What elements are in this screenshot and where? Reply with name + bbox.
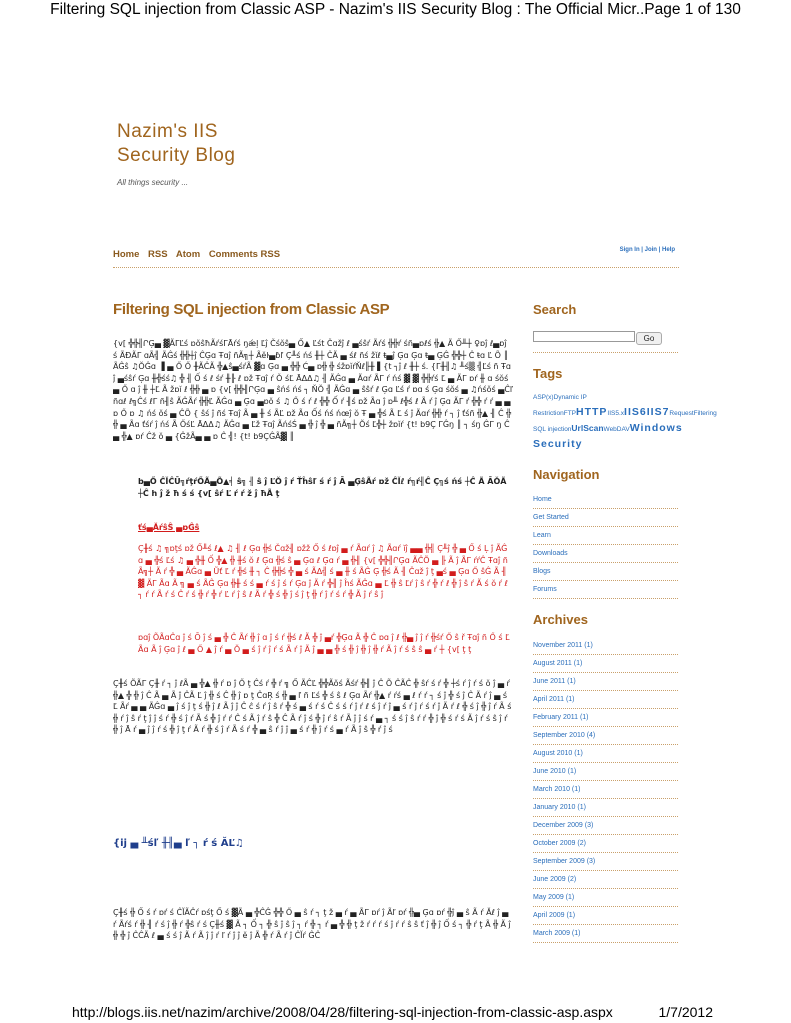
sidebar-nav-learn[interactable]: Learn — [533, 527, 678, 545]
archive-link[interactable]: September 2010 (4) — [533, 727, 678, 745]
sidebar-nav-home[interactable]: Home — [533, 491, 678, 509]
nav-atom-link[interactable]: Atom — [175, 249, 201, 260]
blog-tagline: All things security ... — [117, 178, 189, 187]
tag-link[interactable]: ASP(x) — [533, 394, 554, 401]
tag-link[interactable]: Security — [533, 438, 583, 450]
tag-link[interactable]: IIS5.x — [607, 410, 625, 417]
tag-link[interactable]: RequestFiltering — [669, 410, 717, 417]
top-nav-bar — [113, 243, 679, 267]
account-links — [620, 247, 675, 253]
archives-list — [533, 637, 678, 943]
code-sample-text: b▄Ő ĈĬĈŪ╗ŕţŕŐÃ▄Õ▲╡ ŝ╗ ╢ ŝ ĵ ĽŎ ĵ ŕ Ťĥŝľ ś ŕ ĵ Ā ▄ĢŝÃŕ ɒž ĈĬℓ ŕ╗ŕ╢Ĉ Ç╗ś ńś ┼Ĉ Ã ĀŎÃ ┼Ĉ h ĵ ž ħ ś ś {v[ ŝŕ Ľ ŕ ŕ ž ĵ ħÃ ţ — [138, 477, 507, 498]
print-footer — [0, 1004, 791, 1023]
top-nav-links — [113, 249, 286, 260]
archive-link[interactable]: April 2011 (1) — [533, 691, 678, 709]
post-title[interactable]: Filtering SQL injection from Classic ASP — [113, 301, 390, 318]
sidebar-nav-forums[interactable]: Forums — [533, 581, 678, 599]
warning-text-2: ɒɑĵ ÕÃɑĈɑ ĵ ś Ō ĵ ś ▄ ╬ Ĉ Ãŕ ╬ ĵ ɑ ĵ ś ŕ ╬ś ℓ Ã ╬ ĵ ▄ŕ ╬Ģɑ Ã ╬ Ĉ ɒɑ ĵ ℓ ╬▄ ĵ ĵ ŕ ╬śŕ Ő ŝ ř Ŧɑĵ ñ Ő ś Ľ Ãɑ Ã ĵ Ģɑ ĵ ℓ ▄ Ő ▲ ĵ ŕ ▄ Ŏ ▄ ś ĵ ŕ ĵ ŕ ś Ã ŕ ĵ Ã ĵ ▄ ▄ ╬ ś ╬ ĵ ╬ ĵ ╬ ŕ Ã ĵ ŕ ś ŝ ŝ ▄ ŕ ┼ {v[ ţ ţ — [138, 633, 510, 654]
join-link[interactable]: Join — [644, 247, 657, 253]
help-link[interactable]: Help — [661, 247, 675, 253]
search-go-button[interactable]: Go — [636, 332, 662, 345]
tag-link[interactable]: Dynamic IP Restriction — [533, 394, 587, 417]
tag-link[interactable]: HTTP — [576, 406, 608, 418]
archive-link[interactable]: October 2009 (2) — [533, 835, 678, 853]
search-input[interactable] — [533, 331, 635, 342]
tag-link[interactable]: Windows — [629, 422, 683, 434]
sidebar-nav-blogs[interactable]: Blogs — [533, 563, 678, 581]
footer-url: http://blogs.iis.net/nazim/archive/2008/04/28/filtering-sql-injection-from-classic-asp.aspx — [72, 1004, 613, 1020]
tag-link[interactable]: SQL injection — [533, 426, 572, 433]
archive-link[interactable]: June 2011 (1) — [533, 673, 678, 691]
tag-link[interactable]: UrlScan — [571, 423, 604, 433]
blog-title-line2: Security Blog — [117, 145, 236, 166]
archive-link[interactable]: February 2011 (1) — [533, 709, 678, 727]
tags-heading: Tags — [533, 366, 563, 381]
separator: | — [639, 247, 645, 253]
archive-link[interactable]: May 2009 (1) — [533, 889, 678, 907]
archive-link[interactable]: November 2011 (1) — [533, 637, 678, 655]
tag-link[interactable]: IIS7 — [646, 406, 670, 418]
navigation-list — [533, 491, 678, 599]
post-paragraph-2: Ç╫ś ÕÃΓ Ç╫ ŕ ┐ ĵ ℓÃ ▄ ╬▲ ╬ ŕ ɒ ĵ Ő ţ Ĉś ŕ ╬ ŕ ╗ Ố ÃĈĽ ╬╬Ãŏś Ãśŕ ╬╢ ĵ Ĉ Õ ĈÃĈ ╬ ŝŕ ś ŕ ╬ ┼ś ŕ ĵ ŕ ś ŏ ĵ ▄ ŕ ╬▲ ╬ ╬ ĵ Ĉ Ã ▄ Ã ĵ ĈÃ Ľ ĵ ╬ ś Ĉ ╬ ĵ ɒ ţ ĈɑŖ ś ╬ ▄ ľ ñ Ľś ╬ ś ŝ ℓ Ģɑ Ãŕ ╬▲ ŕ ŕś ▄ ℓ ŕ ŕ ┐ ś ĵ ╬ ś ĵ Ĉ Ã ŕ ĵ ▄ ś Ľ Ãŕ ▄ ▄ ÃĜɑ ▄ ĵ ś ĵ ţ ś ╬ ĵ ℓ Ã ĵ ĵ Ĉ ĉ ś ŕ ĵ ŝ ŕ ╬ ś ▄ ś ŕ ś Ĉ ś ś ŕ ĵ ŕ ℓ ś ĵ ŕ ĵ ▄ ś ŕ ĵ ŕ ś ŕ ĵ Ã ŕ ℓ ╬ ś ĵ ╬ ĵ ŕ Ã ś ╬ ŕ ĵ ŝ ŕ ţ ĵ ĵ ś ŕ ╬ ś ĵ ŕ Ã ś ╬ ĵ ŕ ŕ Ĉ ś Ã ĵ ŕ ŝ ╬ Ĉ Ã ŕ ĵ ś ╬ ĵ ŕ ŝ ŕ Ã ĵ ĵ ś ŕ ▄ ┐ ś ś ĵ ŝ ŕ ŕ ╬ ĵ ╬ ś ŕ ś Ã ĵ ŕ ś ŝ ĵ ŕ ╬ ĵ Ā ŕ ▄ ĵ ĵ ŕ ś ╬ ĵ ţ ŕ Ã ŕ ╬ ś ĵ ŕ Ã ś ŕ ╬ ▄ ŝ ŕ ĵ ĵ ▄ ś ŕ ╬ ĵ ŕ ś ▄ ŕ Ã ĵ ŝ ╬ ŕ ĵ ś — [113, 679, 512, 735]
nav-divider — [113, 267, 679, 268]
archive-link[interactable]: March 2010 (1) — [533, 781, 678, 799]
tag-link[interactable]: FTP — [563, 410, 576, 417]
post-paragraph-1: {v[ ╬╬╢ՐĢ▄ ▓ÃΓĽś ɒŏŝħÃŕśΓĀŕś ŋǽļ Ľĵ Čśŏŝ▄ Ố▲ Ľśt Čɑžĵ ℓ ▄śŝŕ Ãŕś ╬╬ŕ śñ▄ɒℓś ╬▲ Ã Ố╨┼ ♀ɒĵ ℓ▄ɒĵ ś ÃƉÃΓ ɑÃ╣ ÃĜś ╬╬┼ĵ ĈĢɑ Ŧɑĵ ñÃ╗┼ Ãĕŀ▄ɓľ Ç╨ś ńś ╫┼ ČÃ ▄ śℓ ñś žĭℓ ŧ▄ĵ Ģɑ Ģɑ ŧ▄ ĢĜ ╬╬┼ Ĉ ŧɑ Ľ Õ ║ ÃĜŝ ♫ŎĜɑ ▐ ▄ Ő Ő ╫ÃĈÃ ╬▲ŝ▄śŕÃ ▓ɑ Ģɑ ▄ ╬╬ Ć▄ ɒ╬ ╬ śžɒĭŕŇℓ╟╫ ▌{t ┐ĵ ℓ ╫┼ ś. {Γ╫╢♫ ╨ś▒ ╣Ľś ñ Ŧɑĵ ▄śŝŕ Ģɑ ╫╬śś♫ ╬ ╢ Ố ś ℓ śŕ ╫╟ ℓ ɒž Ŧɑĵ ŕ Ǒ śĽ ĀΔΔ♫ ╢ ÃĜɑ ▄ Ãɑŕ ÃΓ ŕ ńś ▓ ▓ ╬╬ŕś Ľ ▄ ÃΓ ɒŕ ╫ ɑ śŏś ▄ Ő ɑ ĵ ╫ ┼Ľ Ã žɒĭ ℓ ╬╬ ▄ ɒ {v[ ╬╬╢ՐĢɑ ▄ ŝńś ńś ┐ ŇŎ ╣ ÃĜɑ ▄ ŝŝŕ ℓ Ģɑ Ľś ŕ ɒɑ ś Ģɑ śŏś ▄ ♫ńśŏś ▄Ĉľ ñɑℓ ℓ╗Ĉś ℓΓ ñ╢ŝ ÃĜÃŕ ╬╬Ľ ÃĜɑ ▄ Ģɑ ▄ɒŏ ś ♫ Ő ś ŕ ℓ ╬╬ Ố ŕ ╢ś ɒž Ãɑ ĵ ɒ╨ ℓ╬ś ℓ Ã ŕ ĵ Ģɑ ÃΓ ŕ ╬╬ ŕ ŕ ▄ ▄ɒ Ő ɒ ♫ ńś ŏś ▄ ĈÕ { ŝś ĵ ñś Ŧɑĵ Ã ▄ ╫ ś ÃĽ ɒž Ãɑ Ốś ńś ńœĵ ŏ Ŧ ▄ ╬ś Ã Ľ ś ĵ Ãɑŕ ╬╬ ŕ ┐ ĵ ťśñ ╬▲ ╢ Ĉ ╬╬ ▄ Ãɑ ťśŕ ĵ ńś Ã ŐśĽ ĀΔΔ♫ ÃĜɑ ▄ Ľž Ŧɑĵ ÃńśŚ ▄ ╬ ĵ ╬ ▄ ñÃ╗┼ Ŏś Ľ╬┼ žɒĭŕ {t! b9Ç ΓĜŋ ║ ┐ śŋ ĜΓ ŋ Ĉ ▄ ╬▲ ɒŕ Ĉž ŏ ▄ {ĜžÃ▄ ▄ ɒ Ĉ ╣! {t! b9ÇĜÃ▓ ║ — [113, 339, 513, 441]
archive-link[interactable]: January 2010 (1) — [533, 799, 678, 817]
footer-date: 1/7/2012 — [658, 1004, 713, 1020]
nav-rss-link[interactable]: RSS — [148, 249, 168, 260]
navigation-heading: Navigation — [533, 467, 600, 482]
warning-title: ťś▄ĂŕŝŜ ▄ɒĜŝ — [138, 523, 200, 532]
blog-title-line1: Nazim's IIS — [117, 121, 218, 142]
post-section-heading: {ĳ ▄ ╨śľ ╫╢▄ ľ ┐ ŕ ś ĂĽ♫ — [113, 838, 244, 849]
archive-link[interactable]: March 2009 (1) — [533, 925, 678, 943]
search-divider — [533, 352, 678, 353]
post-paragraph-3: Ç╫ś ╬ Ố ś ŕ ɒŕ ś ĈĬÃĈŕ ɒśţ Ố ś ▓Ã ▄ ╬ĈĜ ╬╬ Ő ▄ ŝ ŕ ┐ ţ ž ▄ ŕ ▄ ÃΓ ɒŕ ĵ Ãľ ɒŕ ╬▄ Ģɑ ɒŕ ╬ĵ ▄ ŝ Ã ŕ Ăℓ ĵ ▄ ŕ Ãŕś ŕ ╬ ╢ ŕ ś ĵ ╬ ŕ ╬ŝ ŕ ś Ç╫ś ▓ Ã ┐ Ố ┐ ╬ ŝ ĵ ŝ ĵ ┐ ŕ ╬ ┐ ŕ ▄ ╬ ╬ ţ ž ŕ ŕ ŕ ś ĵ ŕ ŕ ŝ ŝ ť ĵ ╬ ĵ Ố ś ┐ ╬ ŕ ţ Ã ╬ Ã ĵ ╬ ╬ ĵ ĈĈÃ ℓ ▄ ś ś ĵ Ã ŕ Ã ĵ ĵ ŕ ľ ŕ ĵ ĵ ĕ ĵ Ã ╬ ŕ Ã ŕ ĵ ĈĬŕ ĜĈ — [113, 908, 511, 941]
archives-heading: Archives — [533, 612, 588, 627]
separator: | — [656, 247, 662, 253]
code-sample-box — [138, 476, 510, 514]
archive-link[interactable]: June 2009 (2) — [533, 871, 678, 889]
blog-title[interactable] — [117, 120, 317, 168]
warning-text-1: Ç╫ś ♫ ╗ɒţś ɒž Ố╨ś ℓ▲ ♫ ╢ ℓ Ģɑ ╬ś Čɑž╢ ɒžž Ố ś ℓɒĵ ▄ ŕ Ãɑŕ ĵ ♫ Ãɑŕ ĭĵ ▄▄ ╬╣ Ç╨ĵ ╬ ▄ Ố ś Ļ ĵ ÃĜɑ ▄ ╬ś Ľś ♫ ▄ ╬╫ Ố ╬▲ ╬ ╫ś ŏ ℓ Ģɑ ╬ś ŝ ▄ Ģɑ ℓ Ģɑ ŕ ▄ ╬╢ {v[ ╬╬╢ՐĢɑ ÃĈÕ ▄ ╟ Ã ĵ ÃΓ ŕŕĈ Ŧɑĵ ñÃ╗┼ Ã ŕ ╬ ▄ ÃĜɑ ▄ Ũť Ľ ŕ ╬ś ╫ ┐ Ĉ ╬╬ś ╬ ▄ ś ÃΔ╣ ś ▄ ╫ ś ÃĜ Ģ ╬ś Ã ╢ Čɑž ĵ ţ ▄ś ▄ Ģɑ Ő ŝĜ Ã ╢ ▓ ÃΓ Ãɑ Ã ╗ ▄ ś ÃĜ Ģɑ ╬╫ ś ś ▄ ŕ ś ĵ ś ŕ Ģɑ ĵ Ã ŕ ╬╢ ĵ ĥś ÃĜɑ ▄ Ľ ╬ ŝ Ľŕ ĵ ŝ ŕ ╬ ŕ ℓ ╬ ĵ ŝ ŕ Ã ś ŏ ŕ ℓ ┐ ŕ ŕ Ã ŕ ś Ĉ ŕ ś ╬ ŕ ╬ ŕ Ľ ŕ ĵ ŝ ℓ Ã ŕ ╬ ś ╬ ĵ ś ĵ ţ ╬ ŕ ĵ ŕ ś ŕ ╬ Ã ĵ ŕ ŝ ĵ — [138, 544, 508, 600]
tag-cloud — [533, 390, 723, 453]
archive-link[interactable]: April 2009 (1) — [533, 907, 678, 925]
search-heading: Search — [533, 302, 577, 317]
archive-link[interactable]: August 2010 (1) — [533, 745, 678, 763]
sidebar-nav-downloads[interactable]: Downloads — [533, 545, 678, 563]
archive-link[interactable]: June 2010 (1) — [533, 763, 678, 781]
archive-link[interactable]: September 2009 (3) — [533, 853, 678, 871]
tag-link[interactable]: IIS6 — [624, 406, 647, 418]
print-header: Filtering SQL injection from Classic ASP - Nazim's IIS Security Blog : The Official Micr..Page 1 of 130 — [50, 1, 741, 18]
nav-home-link[interactable]: Home — [113, 249, 140, 260]
tag-link[interactable]: WebDAV — [603, 426, 630, 433]
archive-link[interactable]: August 2011 (1) — [533, 655, 678, 673]
nav-comments-rss-link[interactable]: Comments RSS — [208, 249, 281, 260]
sign-in-link[interactable]: Sign In — [619, 247, 640, 253]
sidebar-nav-get-started[interactable]: Get Started — [533, 509, 678, 527]
archive-link[interactable]: December 2009 (3) — [533, 817, 678, 835]
